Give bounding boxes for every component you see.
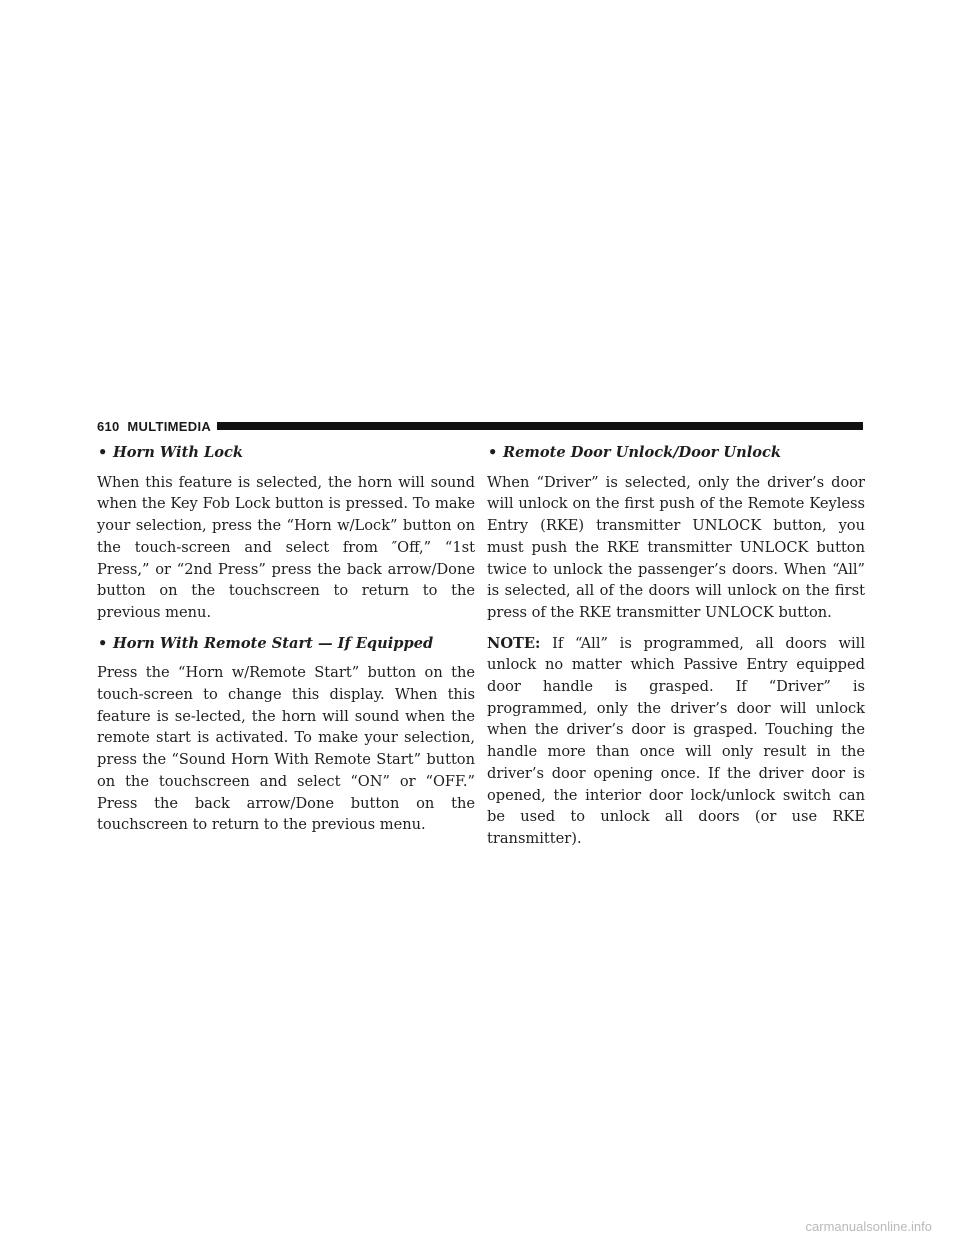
paragraph-horn-with-remote-start: Press the “Horn w/Remote Start” button on the touch-screen to change this display. When this feature is se-lected, the horn will sound when the remote start is activated. To make your selection, press the “Sound Horn With Remote Start” button on the touchscreen and select “ON” or “OFF.” Press the back arrow/Done button on the touchscreen to return to the previous menu.	[97, 664, 475, 834]
note-label: NOTE:	[487, 634, 541, 652]
page-header	[97, 418, 863, 434]
heading-text: Horn With Lock	[113, 444, 244, 461]
header-rule	[217, 422, 863, 430]
note-text: If “All” is programmed, all doors will unlock no matter which Passive Entry equipped door handle is grasped. If “Driver” is programmed, only the driver’s door will unlock when the driver’s door is grasped. Touching the handle more than once will only result in the driver’s door opening once. If the driver door is opened, the interior door lock/unlock switch can be used to unlock all doors (or use RKE transmitter).	[487, 634, 865, 847]
page-header-label	[97, 419, 217, 434]
heading-horn-with-remote-start	[97, 633, 475, 655]
section-title: MULTIMEDIA	[127, 418, 212, 434]
heading-text: Horn With Remote Start — If Equipped	[113, 634, 434, 652]
heading-text: Remote Door Unlock/Door Unlock	[503, 444, 782, 461]
page-number: 610	[97, 418, 120, 434]
paragraph-remote-door-unlock: When “Driver” is selected, only the driver’s door will unlock on the first push of the Remote Keyless Entry (RKE) transmitter UNLOCK button, you must push the RKE transmitter UNLOCK button twice to unlock the passenger’s doors. When “All” is selected, all of the doors will unlock on the first press of the RKE transmitter UNLOCK button.	[487, 473, 865, 621]
bullet-icon: •	[488, 444, 498, 461]
note-paragraph	[487, 633, 865, 850]
left-column	[97, 442, 475, 845]
heading-horn-with-lock	[97, 442, 475, 464]
paragraph-horn-with-lock: When this feature is selected, the horn will sound when the Key Fob Lock button is pressed. To make your selection, press the “Horn w/Lock” button on the touch-screen and select from ″Off,” “1st Press,” or “2nd Press” press the back arrow/Done button on the touchscreen to return to the previous menu.	[97, 473, 475, 621]
heading-remote-door-unlock	[487, 442, 865, 464]
bullet-icon: •	[98, 634, 108, 652]
footer-watermark: carmanualsonline.info	[805, 1219, 932, 1234]
bullet-icon: •	[98, 444, 108, 461]
right-column	[487, 442, 865, 859]
